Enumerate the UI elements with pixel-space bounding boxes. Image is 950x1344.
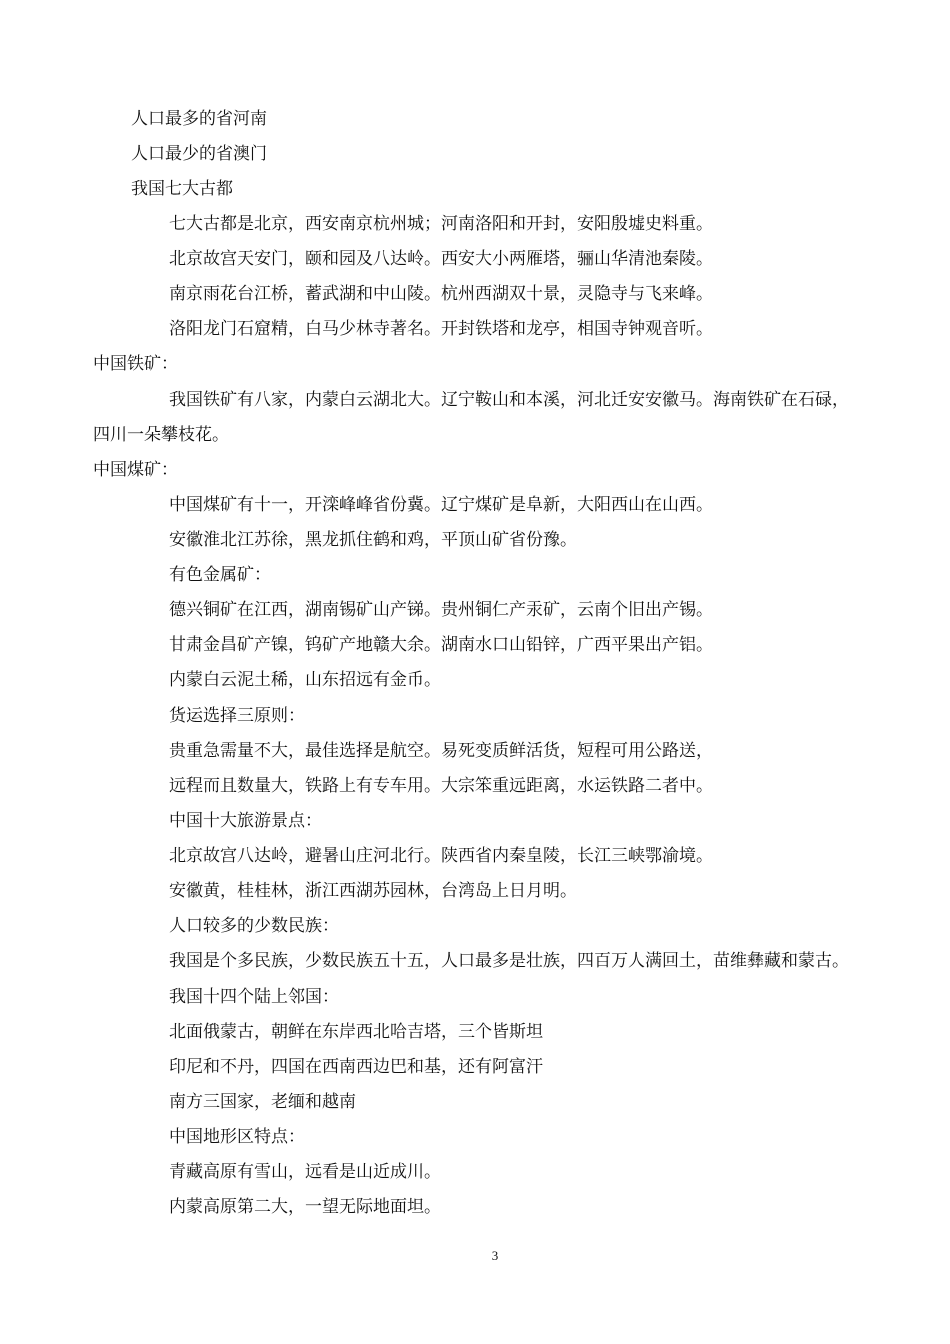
section-heading: 有色金属矿： [169, 565, 271, 585]
text-line: 我国是个多民族，少数民族五十五，人口最多是壮族，四百万人满回土，苗维彝藏和蒙古。 [169, 951, 849, 971]
text-line: 中国煤矿有十一，开滦峰峰省份冀。辽宁煤矿是阜新，大阳西山在山西。 [169, 495, 713, 515]
text-line: 安徽黄，桂桂林，浙江西湖苏园林，台湾岛上日月明。 [169, 881, 577, 901]
section-heading: 中国煤矿： [93, 460, 178, 480]
text-line: 内蒙白云泥土稀，山东招远有金币。 [169, 670, 441, 690]
text-line: 甘肃金昌矿产镍，钨矿产地赣大余。湖南水口山铅锌，广西平果出产铝。 [169, 635, 713, 655]
section-heading: 中国十大旅游景点： [169, 811, 322, 831]
section-heading: 我国七大古都 [131, 179, 233, 199]
page-number: 3 [491, 1248, 499, 1263]
text-line: 印尼和不丹，四国在西南西边巴和基，还有阿富汗 [169, 1057, 543, 1077]
text-line: 四川一朵攀枝花。 [93, 425, 229, 445]
text-line: 北面俄蒙古，朝鲜在东岸西北哈吉塔，三个皆斯坦 [169, 1022, 543, 1042]
text-line: 人口最多的省河南 [131, 109, 267, 129]
text-line: 北京故宫八达岭，避暑山庄河北行。陕西省内秦皇陵，长江三峡鄂渝境。 [169, 846, 713, 866]
text-line: 南京雨花台江桥，蓄武湖和中山陵。杭州西湖双十景，灵隐寺与飞来峰。 [169, 284, 713, 304]
text-line: 人口最少的省澳门 [131, 144, 267, 164]
section-heading: 中国铁矿： [93, 354, 178, 374]
text-line: 北京故宫天安门，颐和园及八达岭。西安大小两雁塔，骊山华清池秦陵。 [169, 249, 713, 269]
section-heading: 我国十四个陆上邻国： [169, 987, 339, 1007]
text-line: 内蒙高原第二大，一望无际地面坦。 [169, 1197, 441, 1217]
section-heading: 中国地形区特点： [169, 1127, 305, 1147]
text-line: 七大古都是北京，西安南京杭州城；河南洛阳和开封，安阳殷墟史料重。 [169, 214, 713, 234]
text-line: 洛阳龙门石窟精，白马少林寺著名。开封铁塔和龙亭，相国寺钟观音听。 [169, 319, 713, 339]
text-line: 远程而且数量大，铁路上有专车用。大宗笨重远距离，水运铁路二者中。 [169, 776, 713, 796]
text-line: 我国铁矿有八家，内蒙白云湖北大。辽宁鞍山和本溪，河北迁安安徽马。海南铁矿在石碌， [169, 390, 849, 410]
section-heading: 货运选择三原则： [169, 706, 305, 726]
text-line: 安徽淮北江苏徐，黑龙抓住鹤和鸡，平顶山矿省份豫。 [169, 530, 577, 550]
text-line: 青藏高原有雪山，远看是山近成川。 [169, 1162, 441, 1182]
text-line: 德兴铜矿在江西，湖南锡矿山产锑。贵州铜仁产汞矿，云南个旧出产锡。 [169, 600, 713, 620]
section-heading: 人口较多的少数民族： [169, 916, 339, 936]
text-line: 贵重急需量不大，最佳选择是航空。易死变质鲜活货，短程可用公路送， [169, 741, 713, 761]
text-line: 南方三国家，老缅和越南 [169, 1092, 356, 1112]
